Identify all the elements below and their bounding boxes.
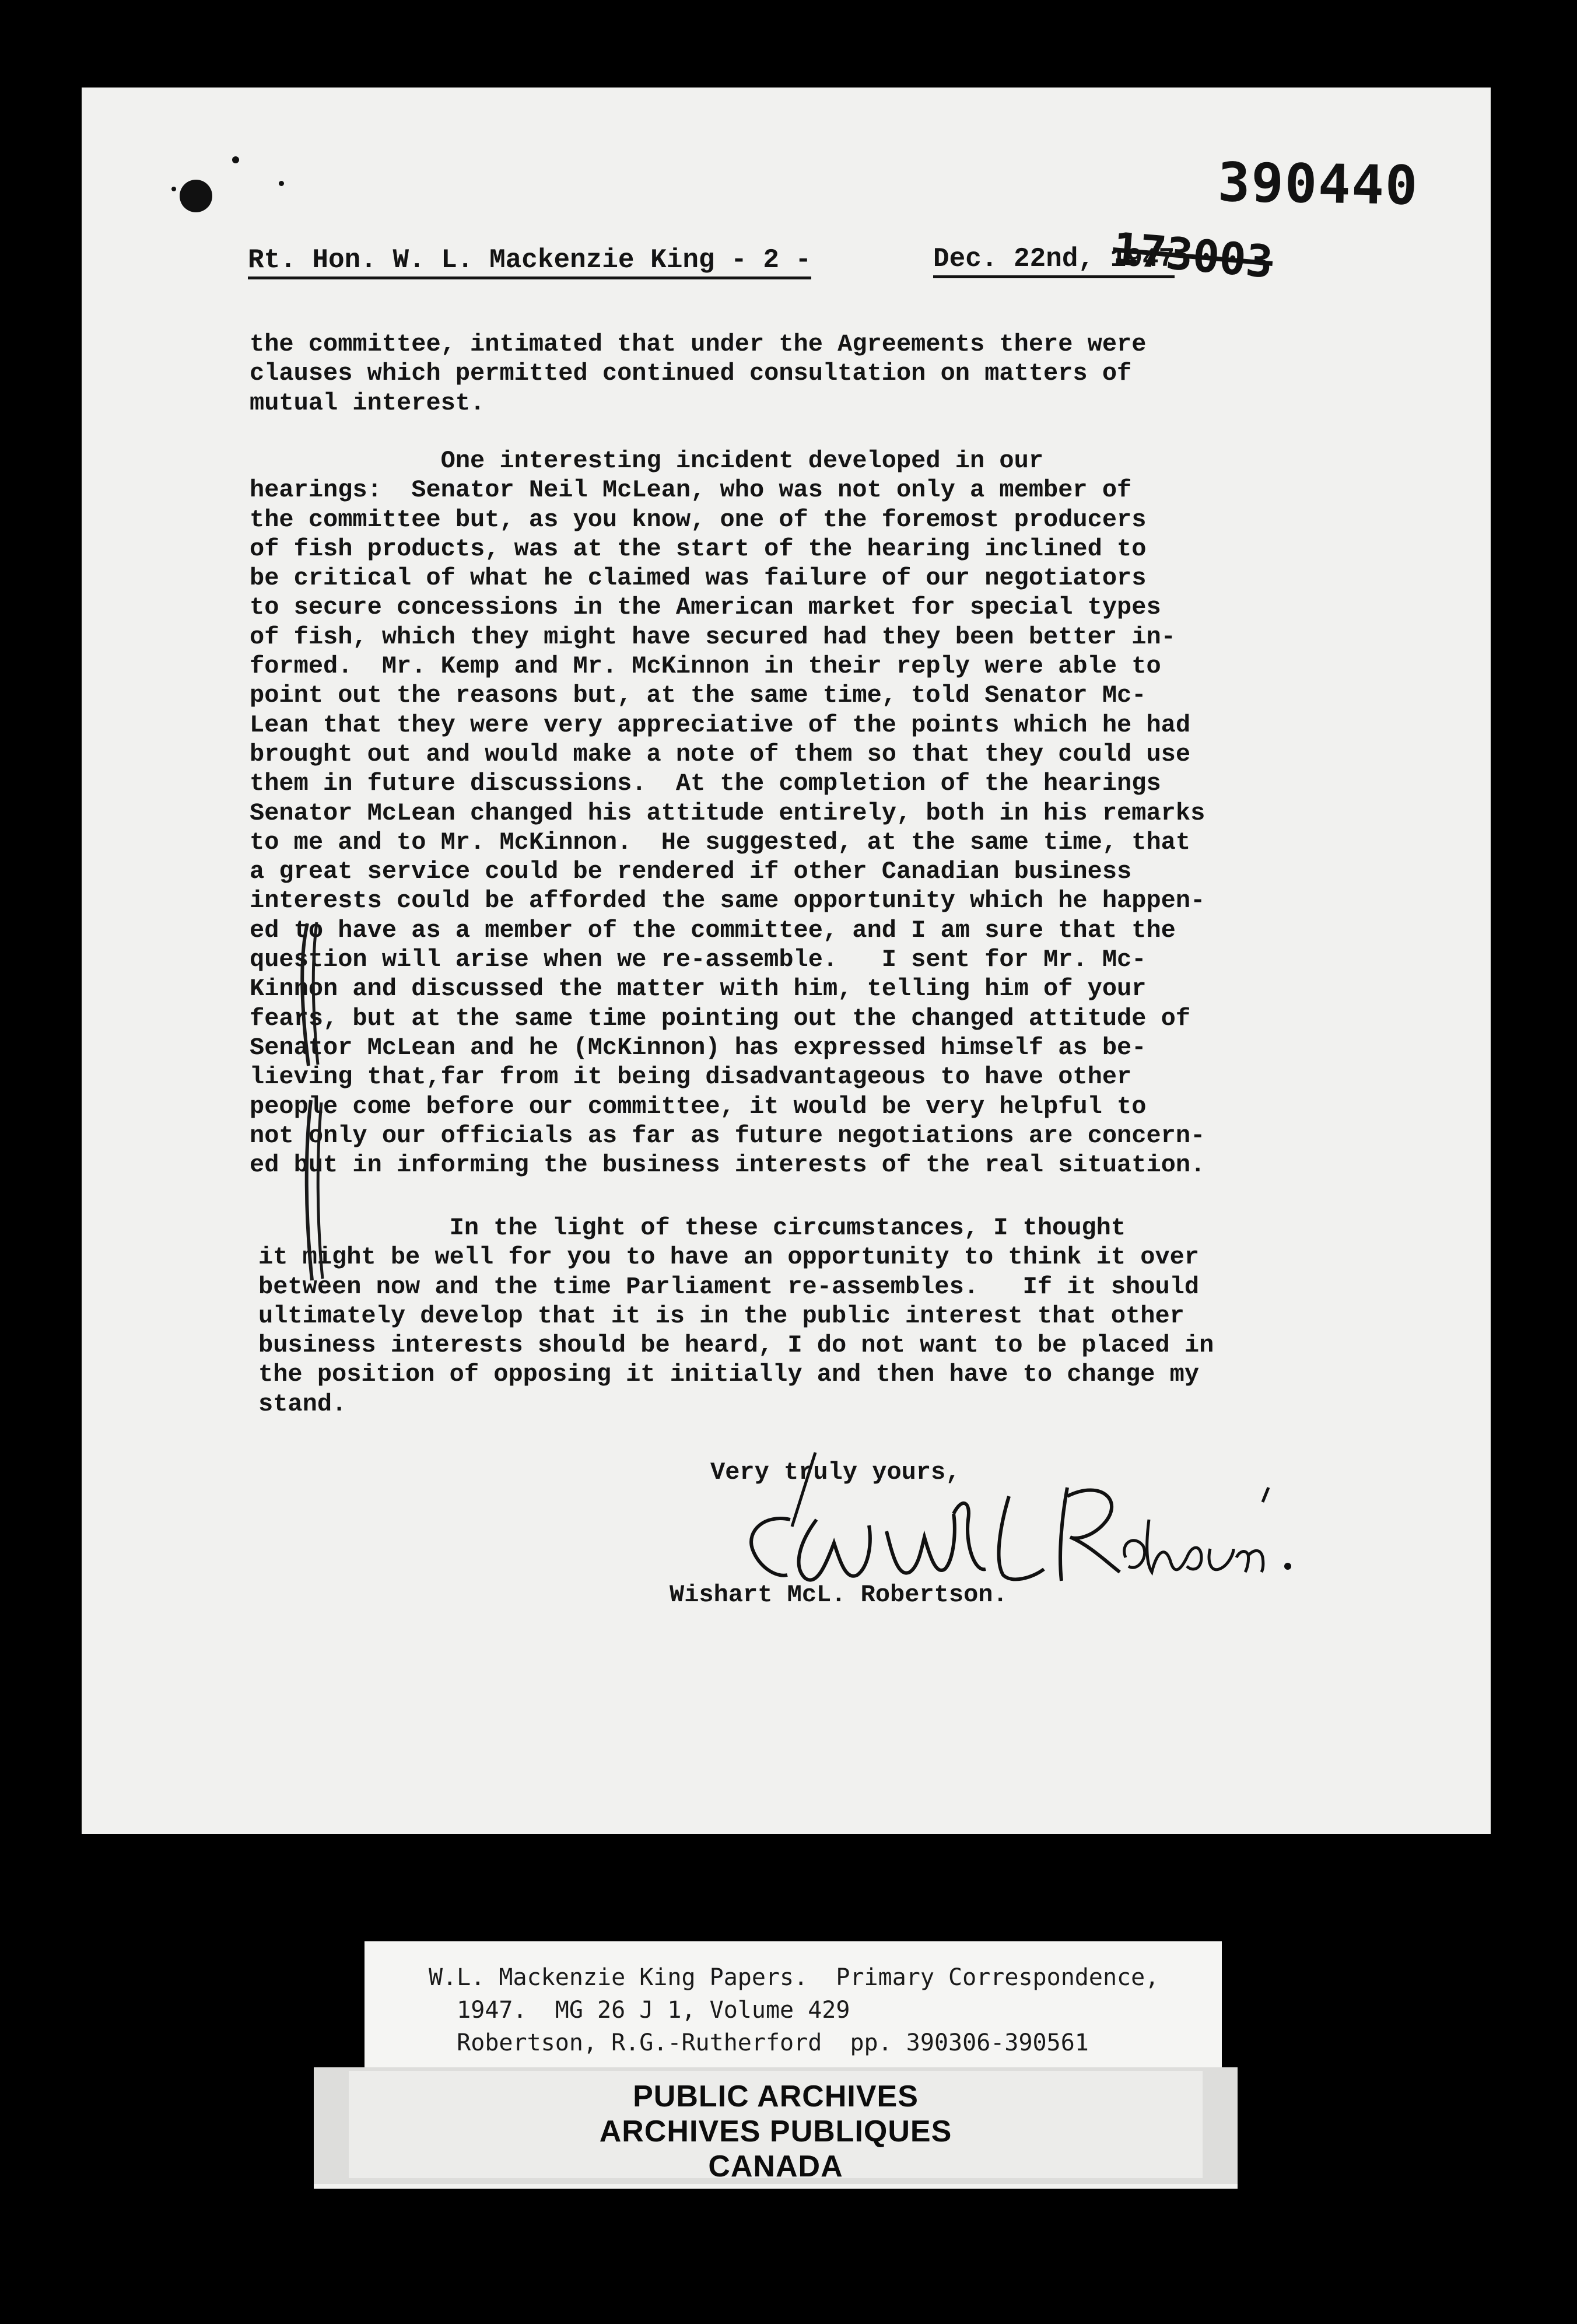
signature-typed-name: Wishart McL. Robertson. <box>670 1581 1008 1609</box>
paragraph-1: the committee, intimated that under the Agreements there were clauses which permitted continued consultation on matters of mutual interest. <box>250 330 1147 417</box>
punch-hole-mark <box>180 180 212 212</box>
margin-line-mark-lower <box>300 1097 335 1283</box>
archive-reference-label <box>365 1941 1222 2076</box>
speck-mark <box>171 187 176 191</box>
header-date: Dec. 22nd, 1947 <box>933 244 1175 278</box>
speck-mark <box>279 181 284 186</box>
document-number: 390440 <box>1217 151 1420 217</box>
archives-stamp <box>314 2067 1238 2189</box>
stamp-line-3: CANADA <box>708 2150 843 2183</box>
stamp-line-2: ARCHIVES PUBLIQUES <box>599 2115 952 2148</box>
stamp-panel <box>349 2071 1203 2183</box>
speck-mark <box>232 156 239 163</box>
stamp-line-1: PUBLIC ARCHIVES <box>633 2080 919 2113</box>
closing-salutation: Very truly yours, <box>710 1458 961 1486</box>
archive-reference-text: W.L. Mackenzie King Papers. Primary Correspondence, 1947. MG 26 J 1, Volume 429 Robertson, R.G.-Rutherford pp. 390306-390561 <box>429 1964 1159 2056</box>
header-recipient: Rt. Hon. W. L. Mackenzie King - 2 - <box>248 245 811 279</box>
paragraph-2: One interesting incident developed in our hearings: Senator Neil McLean, who was not only a member of the committee but, as you know, one of the foremost producers of fish products, was at the start of the hearing inclined to be critical of what he claimed was failure of our negotiators to secure concessions in the American market for special types of fish, which they might have secured had they been better in- formed. Mr. Kemp and Mr. McKinnon in their reply were able to point out the reasons but, at the same time, told Senator Mc- Lean that they were very appreciative of the points which he had brought out and would make a note of them so that they could use them in future discussions. At the completion of the hearings Senator McLean changed his attitude entirely, both in his remarks to me and to Mr. McKinnon. He suggested, at the same time, that a great service could be rendered if other Canadian business interests could be afforded the same opportunity which he happen- ed to have as a member of the committee, and I am sure that the question will arise when we re-assemble. I sent for Mr. Mc- Kinnon and discussed the matter with him, telling him of your fears, but at the same time pointing out the changed attitude of Senator McLean and he (McKinnon) has expressed himself as be- lieving that,far from it being disadvantageous to have other people come before our committee, it would be very helpful to not only our officials as far as future negotiations are concern- ed but in informing the business interests of the real situation. <box>250 447 1205 1180</box>
paragraph-3: In the light of these circumstances, I thought it might be well for you to have an opportunity to think it over between now and the time Parliament re-assembles. If it should ultimately develop that it is in the public interest that other business interests should be heard, I do not want to be placed in the position of opposing it initially and then have to change my stand. <box>258 1214 1214 1418</box>
margin-line-mark-upper <box>295 919 330 1070</box>
struck-old-number: 173003 <box>1110 222 1275 288</box>
